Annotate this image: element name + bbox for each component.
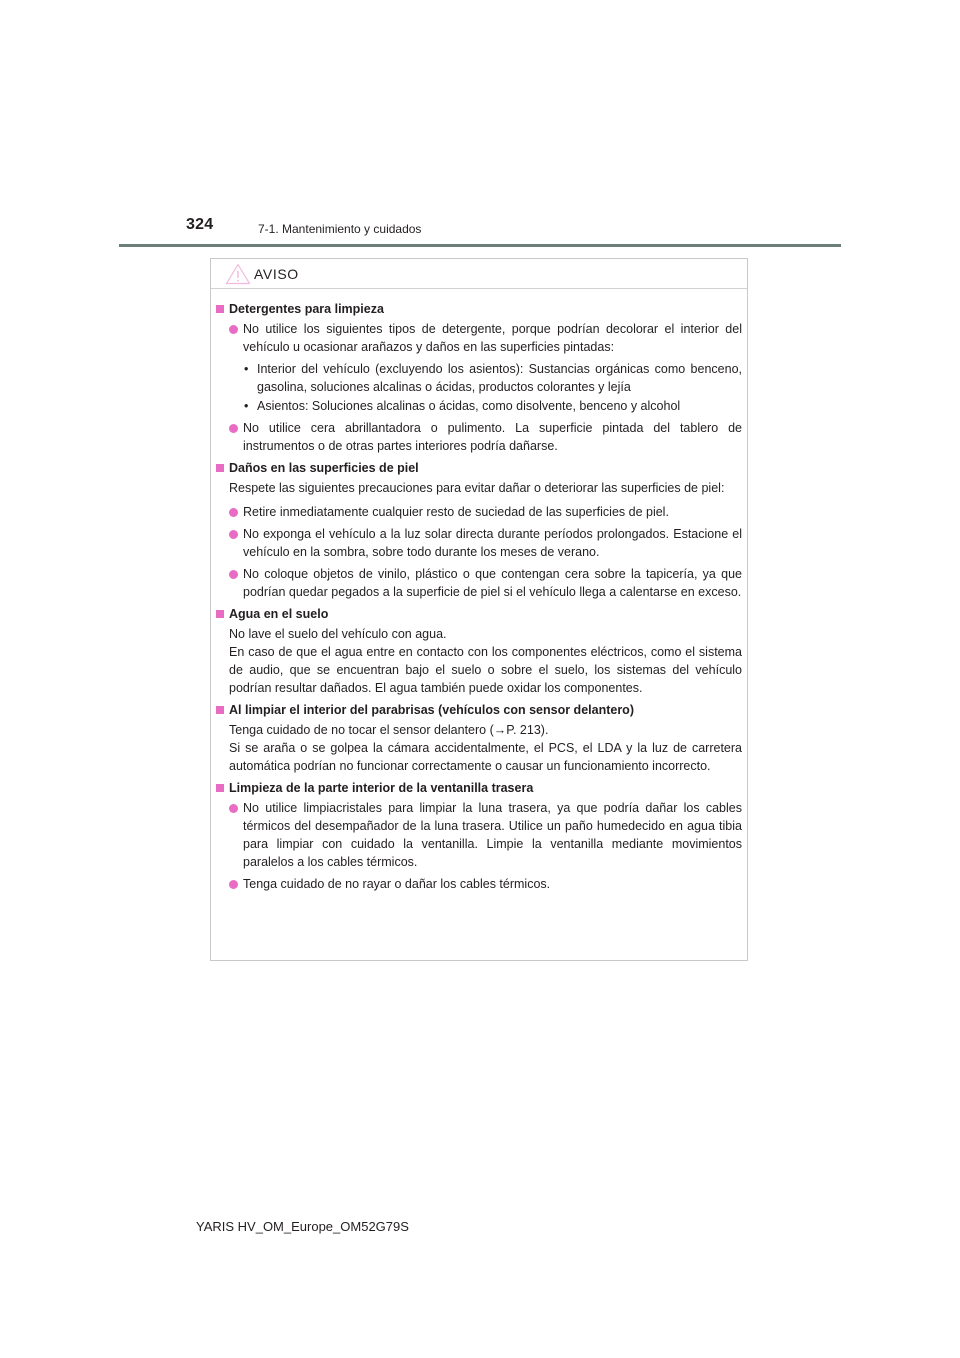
round-bullet-icon xyxy=(229,804,238,813)
notice-body xyxy=(211,289,747,893)
document-id: YARIS HV_OM_Europe_OM52G79S xyxy=(196,1219,409,1234)
paragraph: Tenga cuidado de no tocar el sensor delantero (→P. 213). xyxy=(229,723,549,737)
round-bullet-icon xyxy=(229,570,238,579)
sub-bullet-icon: • xyxy=(244,362,249,376)
round-bullet-icon xyxy=(229,530,238,539)
notice-title: AVISO xyxy=(254,266,299,282)
list-item: No coloque objetos de vinilo, plástico o que contengan cera sobre la tapicería, ya que podrían quedar pegados a la superficie de piel si el vehículo llega a calentarse en exceso. xyxy=(216,565,742,601)
header-rule xyxy=(119,244,841,247)
section-windshield xyxy=(216,701,742,775)
list-item: Tenga cuidado de no rayar o dañar los cables térmicos. xyxy=(216,875,742,893)
section-heading: Limpieza de la parte interior de la ventanilla trasera xyxy=(216,779,742,797)
list-item: No utilice los siguientes tipos de detergente, porque podrían decolorar el interior del vehículo u ocasionar arañazos y daños en las superficies pintadas: xyxy=(216,320,742,356)
section-rear-window xyxy=(216,779,742,893)
page-number: 324 xyxy=(186,216,214,233)
section-leather-damage xyxy=(216,459,742,601)
list-item: No utilice cera abrillantadora o pulimento. La superficie pintada del tablero de instrumentos o de otras partes interiores podría dañarse. xyxy=(216,419,742,455)
section-water-floor xyxy=(216,605,742,697)
round-bullet-icon xyxy=(229,325,238,334)
sub-bullet-icon: • xyxy=(244,399,249,413)
list-item: No utilice limpiacristales para limpiar la luna trasera, ya que podría dañar los cables térmicos del desempañador de la luna trasera. Utilice un paño humedecido en agua tibia para limpiar con cuidado la ventanilla. Limpie la ventanilla mediante movimientos paralelos a los cables térmicos. xyxy=(216,799,742,871)
sub-list-item: • Asientos: Soluciones alcalinas o ácidas, como disolvente, benceno y alcohol xyxy=(244,399,681,413)
square-bullet-icon xyxy=(216,610,224,618)
round-bullet-icon xyxy=(229,880,238,889)
section-intro: Respete las siguientes precauciones para evitar dañar o deteriorar las superficies de piel: xyxy=(229,481,725,495)
square-bullet-icon xyxy=(216,305,224,313)
square-bullet-icon xyxy=(216,464,224,472)
list-item: Retire inmediatamente cualquier resto de suciedad de las superficies de piel. xyxy=(216,503,742,521)
notice-header xyxy=(211,259,747,289)
square-bullet-icon xyxy=(216,784,224,792)
paragraph: Si se araña o se golpea la cámara accidentalmente, el PCS, el LDA y la luz de carretera automática podrían no funcionar correctamente o causar un funcionamiento incorrecto. xyxy=(229,741,742,773)
paragraph: En caso de que el agua entre en contacto con los componentes eléctricos, como el sistema de audio, que se encuentran bajo el suelo o sobre el suelo, los sistemas del vehículo podrían resultar dañados. El agua también puede oxidar los componentes. xyxy=(229,645,742,695)
section-heading: Daños en las superficies de piel xyxy=(216,459,742,477)
warning-triangle-icon xyxy=(225,263,251,285)
section-title: 7-1. Mantenimiento y cuidados xyxy=(258,222,422,236)
round-bullet-icon xyxy=(229,508,238,517)
round-bullet-icon xyxy=(229,424,238,433)
warning-notice-box xyxy=(210,258,748,961)
section-heading: Detergentes para limpieza xyxy=(216,300,742,318)
sub-list-item: • Interior del vehículo (excluyendo los asientos): Sustancias orgánicas como benceno, gasolina, soluciones alcalinas o ácidas, productos colorantes y lejía xyxy=(244,362,742,394)
section-detergents xyxy=(216,300,742,455)
section-heading: Agua en el suelo xyxy=(216,605,742,623)
section-heading: Al limpiar el interior del parabrisas (vehículos con sensor delantero) xyxy=(216,701,742,719)
paragraph: No lave el suelo del vehículo con agua. xyxy=(229,627,447,641)
list-item: No exponga el vehículo a la luz solar directa durante períodos prolongados. Estacione el vehículo en la sombra, sobre todo durante los meses de verano. xyxy=(216,525,742,561)
square-bullet-icon xyxy=(216,706,224,714)
